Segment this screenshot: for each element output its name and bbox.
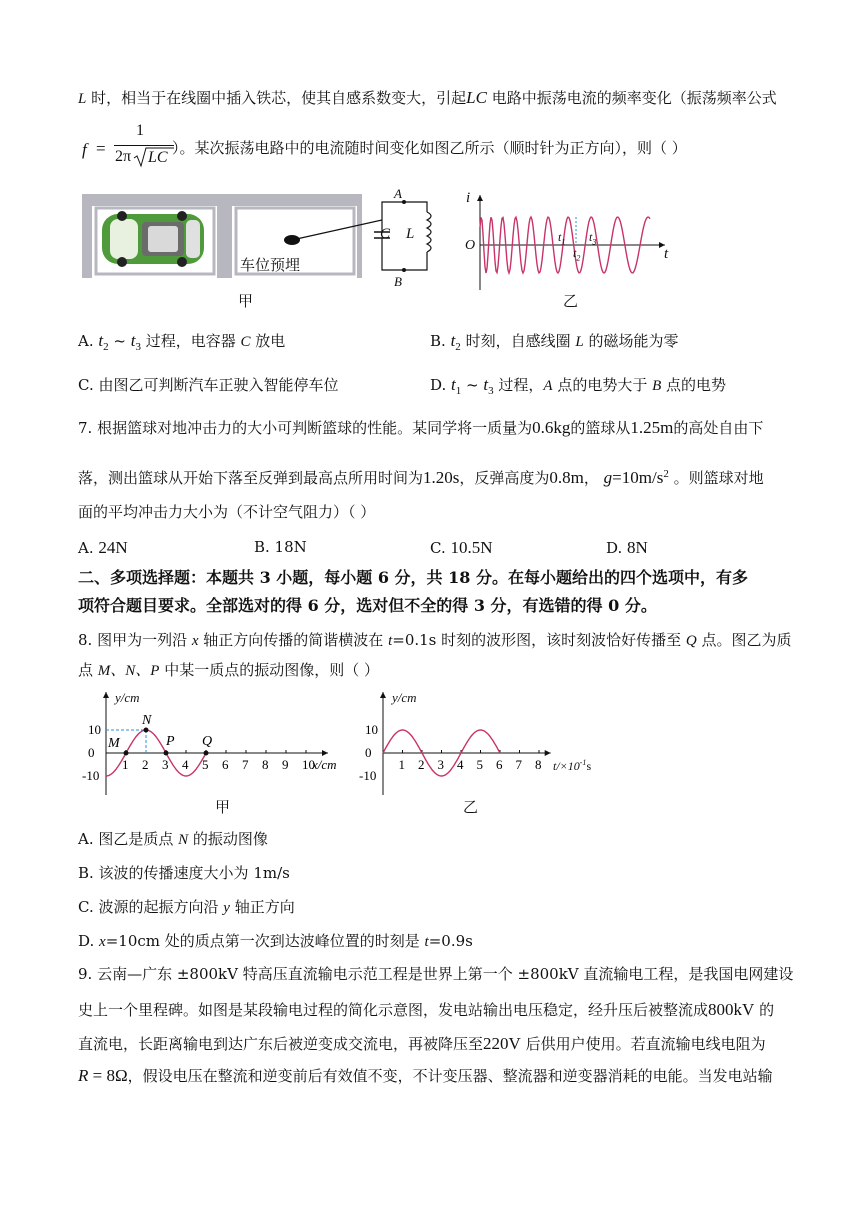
- wave-point-Q: [204, 751, 209, 756]
- vib-x-tick-label: 1: [398, 757, 405, 772]
- q6-option-A[interactable]: A. $t_2$ ~ $t_3$ 过程，电容器 C 放电: [78, 331, 286, 353]
- wave-point-P: [164, 751, 169, 756]
- wave-x-arrow: [322, 750, 328, 756]
- label-i: i: [466, 190, 471, 206]
- wave-xlabel: x/cm: [312, 757, 337, 772]
- label-t1: $t_1$: [558, 230, 566, 247]
- wave-label-Q: Q: [202, 734, 213, 749]
- q9-line4: R = 8Ω，假设电压在整流和逆变前后有效值不变，不计变压器、整流器和逆变器消耗的电能。当发电站输: [78, 1066, 773, 1085]
- q6-line2: ）。某次振荡电路中的电流随时间变化如图乙所示（顺时针为正方向），则（ ）: [172, 139, 687, 157]
- vib-x-tick-label: 8: [535, 757, 542, 772]
- wave-y-tick-label: 0: [88, 745, 95, 760]
- wave-label-N: N: [142, 713, 152, 728]
- q6-option-C[interactable]: C. 由图乙可判断汽车正驶入智能停车位: [78, 376, 339, 394]
- q8-option-D[interactable]: D. x=10cm 处的质点第一次到达波峰位置的时刻是 t=0.9s: [78, 932, 473, 950]
- wave-x-tick-label: 3: [162, 757, 169, 772]
- q8-line2: 点 M、N、P 中某一质点的振动图像，则（ ）: [78, 661, 379, 679]
- label-O: O: [465, 238, 476, 253]
- vib-x-arrow: [545, 750, 551, 756]
- vib-y-tick-label: 0: [365, 745, 372, 760]
- q8-option-C[interactable]: C. 波源的起振方向沿 y 轴正方向: [78, 898, 295, 916]
- wave-label-P: P: [166, 734, 175, 749]
- vib-y-arrow: [380, 692, 386, 698]
- label-t: t: [664, 246, 669, 262]
- q8-option-A[interactable]: A. 图乙是质点 N 的振动图像: [78, 830, 268, 848]
- q7-option-C[interactable]: C. 10.5N: [430, 538, 493, 557]
- wave-x-tick-label: 2: [142, 757, 149, 772]
- label-parking: 车位预埋: [240, 256, 301, 274]
- formula-eq: =: [96, 139, 106, 158]
- vib-ylabel: y/cm: [392, 690, 417, 705]
- wave-y-tick-label: -10: [82, 768, 100, 783]
- q7-line3: 面的平均冲击力大小为（不计空气阻力）（ ）: [78, 503, 376, 521]
- caption-yi-2: 乙: [463, 798, 479, 816]
- wave-y-tick-label: 10: [88, 722, 101, 737]
- q7-line1: 7. 根据篮球对地冲击力的大小可判断篮球的性能。某同学将一质量为0.6kg的篮球从1.25m的高处自由下: [78, 418, 764, 437]
- wave-x-tick-label: 1: [122, 757, 129, 772]
- wave-x-tick-label: 8: [262, 757, 269, 772]
- q9-line1: 9. 云南—广东 ±800kV 特高压直流输电示范工程是世界上第一个 ±800kV 直流输电工程，是我国电网建设: [78, 965, 794, 983]
- wave-x-tick-label: 4: [182, 757, 189, 772]
- vib-x-tick-label: 7: [515, 757, 522, 772]
- formula-f: f: [82, 140, 87, 159]
- wave-x-tick-label: 6: [222, 757, 229, 772]
- label-L: L: [406, 226, 415, 242]
- formula-den: 2π: [115, 148, 132, 165]
- q7-option-B[interactable]: B. 18N: [254, 538, 307, 556]
- figure-oscillation-current: [470, 195, 670, 295]
- q9-line2: 史上一个里程碑。如图是某段输电过程的简化示意图，发电站输出电压稳定，经升压后被整流成800kV 的: [78, 1000, 775, 1019]
- wave-x-tick-label: 7: [242, 757, 249, 772]
- vib-x-tick-label: 3: [437, 757, 444, 772]
- caption-jia-2: 甲: [215, 798, 231, 816]
- vib-x-tick-label: 5: [476, 757, 483, 772]
- vib-x-tick-label: 2: [418, 757, 425, 772]
- label-C: C: [380, 226, 391, 242]
- q9-line3: 直流电，长距离输电到达广东后被逆变成交流电，再被降压至220V 后供用户使用。若直流输电线电阻为: [78, 1034, 766, 1053]
- q7-option-A[interactable]: A. 24N: [78, 538, 128, 557]
- wave-x-tick-label: 9: [282, 757, 289, 772]
- figure-wave-graph: [78, 690, 358, 800]
- vib-xlabel: $t/\times 10^{-1}s$: [553, 758, 592, 773]
- q6-option-D[interactable]: D. $t_1$ ~ $t_3$ 过程，A 点的电势大于 B 点的电势: [430, 375, 727, 397]
- label-B: B: [394, 274, 402, 289]
- wave-ylabel: y/cm: [115, 690, 140, 705]
- formula-sqrt-content: LC: [148, 149, 168, 166]
- section2-line1: 二、多项选择题：本题共 3 小题，每小题 6 分，共 18 分。在每小题给出的四个选项中，有多: [78, 568, 748, 587]
- wave-point-M: [124, 751, 129, 756]
- vib-x-tick-label: 6: [496, 757, 503, 772]
- wave-label-M: M: [108, 736, 120, 751]
- wave-y-arrow: [103, 692, 109, 698]
- vib-y-tick-label: -10: [359, 768, 377, 783]
- caption-yi-1: 乙: [563, 292, 579, 310]
- q7-line2: 落，测出篮球从开始下落至反弹到最高点所用时间为1.20s，反弹高度为0.8m， $g=10m/s^2$ 。则篮球对地: [78, 468, 764, 487]
- q7-option-D[interactable]: D. 8N: [606, 538, 648, 557]
- osc-y-arrow: [477, 195, 483, 201]
- q6-line1: L 时，相当于在线圈中插入铁芯，使其自感系数变大，引起LC 电路中振荡电流的频率变化（振荡频率公式: [78, 88, 777, 107]
- wave-point-N: [144, 728, 149, 733]
- wave-x-tick-label: 10: [302, 757, 315, 772]
- q6-option-B[interactable]: B. $t_2$ 时刻，自感线圈 L 的磁场能为零: [430, 331, 679, 353]
- vib-y-tick-label: 10: [365, 722, 378, 737]
- q8-option-B[interactable]: B. 该波的传播速度大小为 1m/s: [78, 864, 290, 882]
- label-A: A: [394, 186, 402, 201]
- car-icon: [102, 211, 204, 267]
- label-t3: $t_3$: [589, 230, 597, 247]
- q8-line1: 8. 图甲为一列沿 x 轴正方向传播的简谐横波在 t=0.1s 时刻的波形图，该时刻波恰好传播至 Q 点。图乙为质: [78, 631, 792, 649]
- figure-vibration-graph: [358, 690, 618, 800]
- label-t2: $t_2$: [573, 246, 581, 263]
- wave-x-tick-label: 5: [202, 757, 209, 772]
- section2-line2: 项符合题目要求。全部选对的得 6 分，选对但不全的得 3 分，有选错的得 0 分。: [78, 596, 657, 615]
- formula-num: 1: [136, 122, 144, 139]
- vib-x-tick-label: 4: [457, 757, 464, 772]
- caption-jia-1: 甲: [238, 292, 254, 310]
